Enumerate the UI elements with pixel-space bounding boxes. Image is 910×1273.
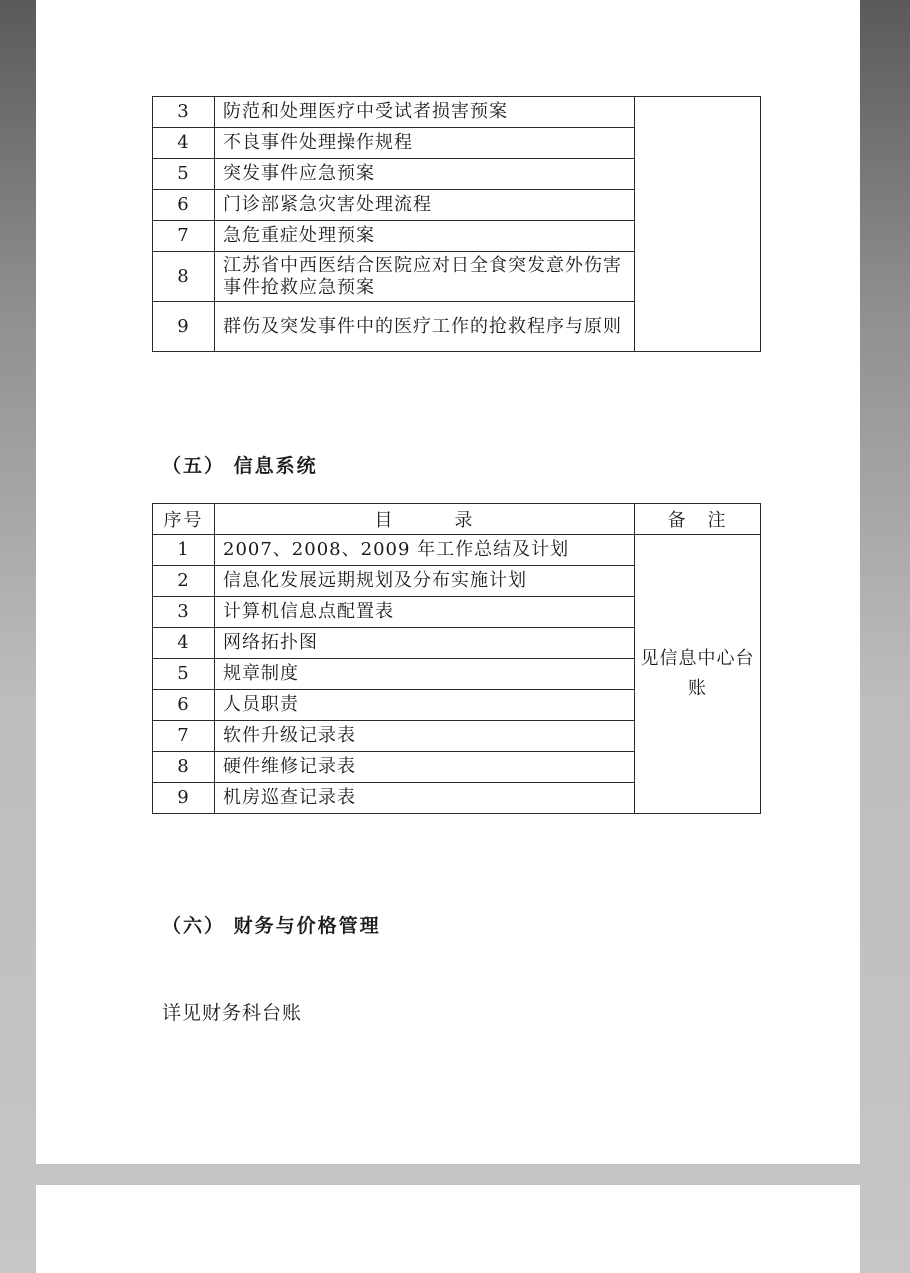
row-number: 3 — [153, 597, 215, 628]
row-title: 硬件维修记录表 — [215, 752, 635, 783]
note-cell — [635, 535, 761, 814]
row-title: 软件升级记录表 — [215, 721, 635, 752]
note-cell-empty — [635, 97, 761, 352]
row-title: 江苏省中西医结合医院应对日全食突发意外伤害事件抢救应急预案 — [215, 252, 635, 302]
table-emergency-plans-continued — [152, 96, 761, 352]
row-title: 不良事件处理操作规程 — [215, 128, 635, 159]
row-title: 网络拓扑图 — [215, 628, 635, 659]
row-title: 群伤及突发事件中的医疗工作的抢救程序与原则 — [215, 302, 635, 352]
row-title: 突发事件应急预案 — [215, 159, 635, 190]
row-number: 8 — [153, 752, 215, 783]
row-number: 8 — [153, 252, 215, 302]
section-heading-finance: （六） 财务与价格管理 — [162, 915, 381, 937]
row-title: 信息化发展远期规划及分布实施计划 — [215, 566, 635, 597]
row-title: 人员职责 — [215, 690, 635, 721]
row-title: 机房巡查记录表 — [215, 783, 635, 814]
row-number: 6 — [153, 190, 215, 221]
row-title: 2007、2008、2009 年工作总结及计划 — [215, 535, 635, 566]
row-title: 急危重症处理预案 — [215, 221, 635, 252]
row-number: 7 — [153, 721, 215, 752]
note-text: 见信息中心台账 — [640, 648, 755, 699]
row-number: 1 — [153, 535, 215, 566]
finance-note-text: 详见财务科台账 — [162, 1002, 303, 1024]
row-title: 防范和处理医疗中受试者损害预案 — [215, 97, 635, 128]
document-page-1 — [36, 0, 860, 1164]
document-page-2 — [36, 1185, 860, 1273]
row-number: 2 — [153, 566, 215, 597]
row-number: 5 — [153, 159, 215, 190]
header-number: 序号 — [153, 504, 215, 535]
section-heading-information-system: （五） 信息系统 — [162, 455, 318, 477]
row-number: 7 — [153, 221, 215, 252]
row-number: 4 — [153, 128, 215, 159]
table-row — [153, 97, 761, 128]
row-title: 门诊部紧急灾害处理流程 — [215, 190, 635, 221]
row-title: 计算机信息点配置表 — [215, 597, 635, 628]
header-title: 目 录 — [215, 504, 635, 535]
row-number: 6 — [153, 690, 215, 721]
header-note: 备 注 — [635, 504, 761, 535]
table-header-row — [153, 504, 761, 535]
row-number: 9 — [153, 783, 215, 814]
row-number: 5 — [153, 659, 215, 690]
row-number: 9 — [153, 302, 215, 352]
table-information-system — [152, 503, 761, 814]
row-number: 4 — [153, 628, 215, 659]
table-row — [153, 535, 761, 566]
row-title: 规章制度 — [215, 659, 635, 690]
row-number: 3 — [153, 97, 215, 128]
